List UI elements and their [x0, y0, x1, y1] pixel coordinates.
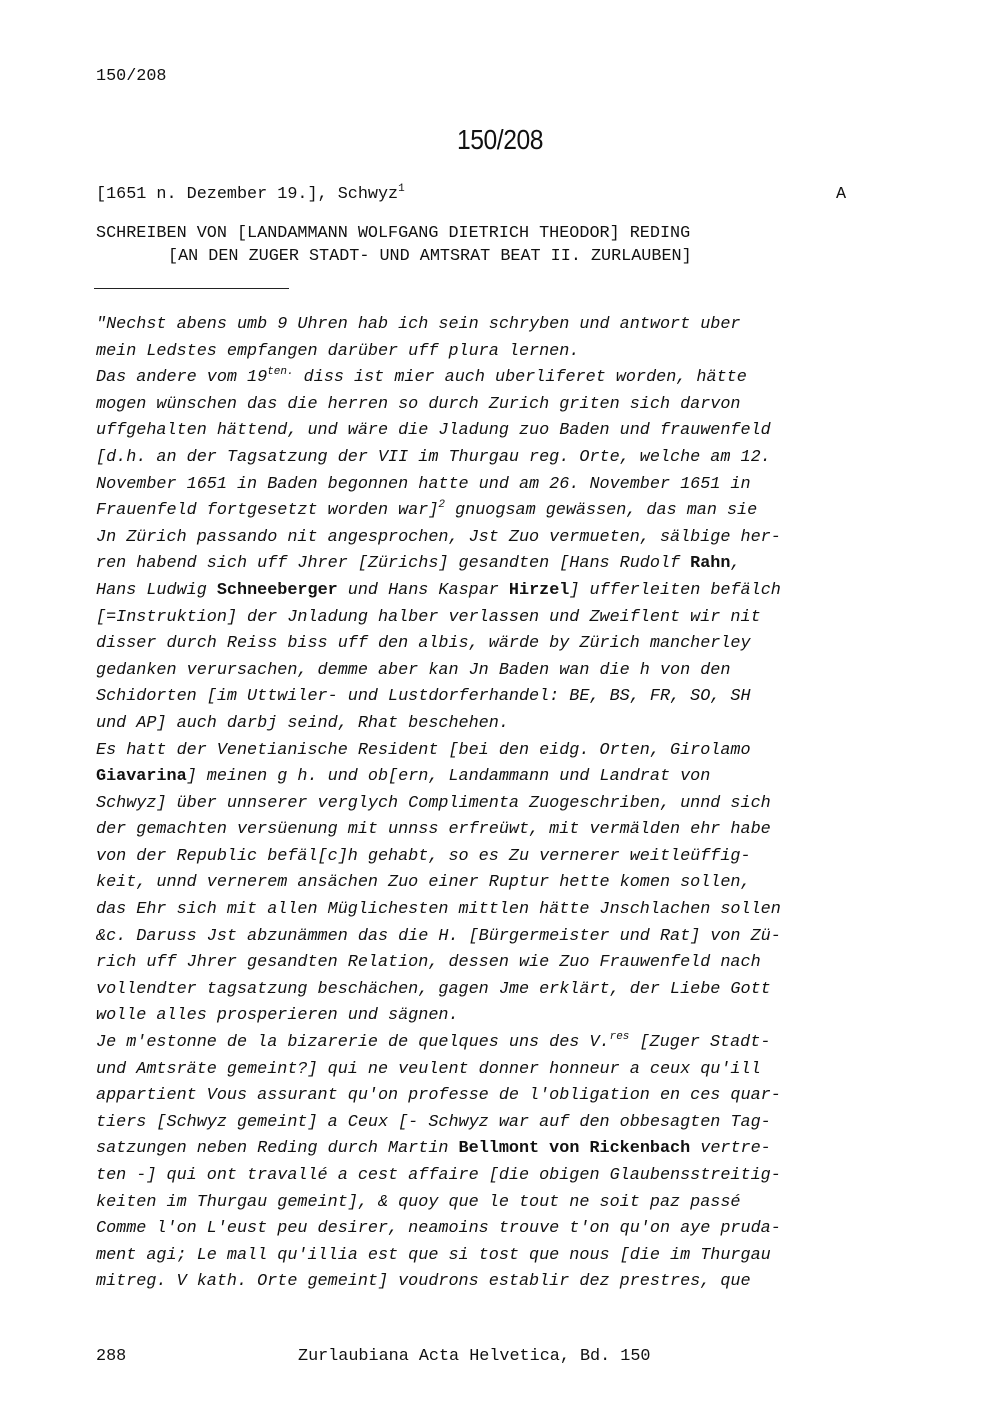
body-text-segment: uffgehalten hättend, und wäre die Jladung zuo Baden und frauwenfeld [96, 421, 771, 441]
body-text-segment: November 1651 in Baden begonnen hatte und am 26. November 1651 in [96, 474, 751, 494]
body-text-segment: das Ehr sich mit allen Müglichesten mittlen hätte Jnschlachen sollen [96, 900, 781, 920]
body-text-segment: und Amtsräte gemeint?] qui ne veulent donner honneur a ceux qu'ill [96, 1059, 761, 1079]
body-line [96, 498, 856, 525]
body-line [96, 1030, 856, 1057]
body-line [96, 897, 856, 924]
body-text-segment: und AP] auch darbj seind, Rhat beschehen. [96, 713, 509, 733]
body-text-segment: Das andere vom 19 [96, 368, 268, 388]
body-text-segment: ment agi; Le mall qu'illia est que si tost que nous [die im Thurgau [96, 1245, 771, 1265]
body-line [96, 418, 856, 445]
body-line [96, 711, 856, 738]
body-text-segment: Hans Ludwig [96, 580, 217, 600]
body-text-segment: [d.h. an der Tagsatzung der VII im Thurgau reg. Orte, welche am 12. [96, 447, 771, 467]
body-line [96, 764, 856, 791]
body-text-segment: gnuogsam gewässen, das man sie [445, 501, 758, 521]
body-line [96, 950, 856, 977]
person-name-bold: Bellmont von Rickenbach [458, 1139, 691, 1159]
body-text-segment: keiten im Thurgau gemeint], & quoy que le tout ne soit paz passé [96, 1192, 741, 1212]
body-text-segment: ] meinen g h. und ob[ern, Landammann und Landrat von [186, 767, 711, 787]
person-name-bold: Schneeberger [216, 580, 338, 600]
body-line [96, 738, 856, 765]
body-text-segment: rich uff Jhrer gesandten Relation, dessen wie Zuo Frauwenfeld nach [96, 953, 761, 973]
footnote-marker: 1 [398, 183, 405, 195]
body-line [96, 1163, 856, 1190]
person-name-bold: Giavarina [96, 767, 187, 787]
body-line [96, 844, 856, 871]
body-text-segment: [=Instruktion] der Jnladung halber verlassen und Zweiflent wir nit [96, 607, 761, 627]
body-line [96, 870, 856, 897]
header-document-number: 150/208 [96, 67, 167, 86]
letter-body [96, 312, 856, 1296]
body-line [96, 1216, 856, 1243]
body-text-segment: ten -] qui ont travallé a cest affaire [die obigen Glaubensstreitig- [96, 1166, 781, 1185]
body-text-segment: &c. Daruss Jst abzunämmen das die H. [Bürgermeister und Rat] von Zü- [96, 926, 781, 946]
body-text-segment: von der Republic befäl[c]h gehabt, so es Zu vernerer weitleüffig- [96, 846, 751, 866]
body-line [96, 605, 856, 632]
body-text-segment: vollendter tagsatzung beschächen, gagen Jme erklärt, der Liebe Gott [96, 979, 771, 999]
body-text-segment: [Zuger Stadt- [629, 1033, 771, 1053]
body-line [96, 1003, 856, 1030]
body-line [96, 1057, 856, 1084]
body-line [96, 1243, 856, 1270]
superscript-text: res [609, 1031, 630, 1044]
subject-line-2: [AN DEN ZUGER STADT- UND AMTSRAT BEAT II. ZURLAUBEN] [168, 247, 692, 266]
person-name-bold: Hirzel [508, 580, 570, 600]
body-text-segment: Schidorten [im Uttwiler- und Lustdorferhandel: BE, BS, FR, SO, SH [96, 687, 751, 707]
body-text-segment: Je m'estonne de la bizarerie de quelques uns des V. [96, 1033, 610, 1053]
body-line [96, 365, 856, 392]
body-text-segment: "Nechst abens umb 9 Uhren hab ich sein schryben und antwort uber [96, 315, 741, 334]
body-line [96, 631, 856, 658]
document-type-marker: A [836, 185, 847, 204]
body-text-segment: tiers [Schwyz gemeint] a Ceux [- Schwyz war auf den obbesagten Tag- [96, 1112, 771, 1132]
person-name-bold: Rahn [690, 554, 731, 574]
document-title: 150/208 [457, 124, 543, 155]
body-text-segment: mitreg. V kath. Orte gemeint] voudrons establir dez prestres, que [96, 1272, 751, 1292]
body-line [96, 791, 856, 818]
superscript-text: ten. [267, 366, 294, 379]
body-text-segment: keit, unnd vernerem ansächen Zuo einer Ruptur hette komen sollen, [96, 873, 751, 893]
body-line [96, 392, 856, 419]
body-line [96, 551, 856, 578]
body-line [96, 684, 856, 711]
body-text-segment: Schwyz] über unnserer verglych Complimenta Zuogeschriben, unnd sich [96, 793, 771, 813]
body-text-segment: Es hatt der Venetianische Resident [bei den eidg. Orten, Girolamo [96, 740, 751, 760]
body-text-segment: satzungen neben Reding durch Martin [96, 1139, 459, 1159]
body-line [96, 339, 856, 366]
body-text-segment: mogen wünschen das die herren so durch Zurich griten sich darvon [96, 394, 741, 414]
body-text-segment: der gemachten versüenung mit unnss erfreüwt, mit vermälden ehr habe [96, 820, 771, 840]
body-line [96, 977, 856, 1004]
body-line [96, 1083, 856, 1110]
body-text-segment: ] ufferleiten befälch [569, 580, 781, 600]
body-line [96, 1110, 856, 1137]
body-text-segment: diss ist mier auch uberliferet worden, hätte [293, 368, 747, 388]
date-place-text: [1651 n. Dezember 19.], Schwyz [96, 185, 399, 204]
separator-rule [94, 288, 289, 289]
body-line [96, 445, 856, 472]
body-line [96, 1136, 856, 1163]
subject-line-1: SCHREIBEN VON [LANDAMMANN WOLFGANG DIETRICH THEODOR] REDING [96, 224, 691, 243]
body-text-segment: Comme l'on L'eust peu desirer, neamoins trouve t'on qu'on aye pruda- [96, 1219, 781, 1239]
body-text-segment: mein Ledstes empfangen darüber uff plura lernen. [96, 341, 580, 361]
body-text-segment: und Hans Kaspar [337, 580, 509, 600]
body-line [96, 1269, 856, 1296]
body-line [96, 817, 856, 844]
superscript-text: 2 [438, 499, 446, 512]
body-line [96, 312, 856, 339]
footer-series-title: Zurlaubiana Acta Helvetica, Bd. 150 [298, 1347, 651, 1366]
body-line [96, 1190, 856, 1217]
body-line [96, 578, 856, 605]
body-text-segment: ren habend sich uff Jhrer [Zürichs] gesandten [Hans Rudolf [96, 554, 691, 574]
body-line [96, 472, 856, 499]
letter-subject [96, 222, 692, 268]
body-text-segment: Frauenfeld fortgesetzt worden war] [96, 501, 439, 521]
body-text-segment: gedanken verursachen, demme aber kan Jn Baden wan die h von den [96, 660, 731, 680]
body-text-segment: appartient Vous assurant qu'on professe de l'obligation en ces quar- [96, 1086, 781, 1106]
body-text-segment: disser durch Reiss biss uff den albis, wärde by Zürich mancherley [96, 634, 751, 654]
body-text-segment: Jn Zürich passando nit angesprochen, Jst Zuo vermueten, sälbige her- [96, 527, 781, 547]
body-line [96, 525, 856, 552]
body-line [96, 924, 856, 951]
body-text-segment: wolle alles prosperieren und sägnen. [96, 1006, 459, 1026]
body-text-segment: vertre- [690, 1139, 771, 1159]
date-place-line [96, 185, 405, 204]
footer-page-number: 288 [96, 1347, 127, 1366]
body-line [96, 658, 856, 685]
body-text-segment: , [730, 554, 741, 574]
